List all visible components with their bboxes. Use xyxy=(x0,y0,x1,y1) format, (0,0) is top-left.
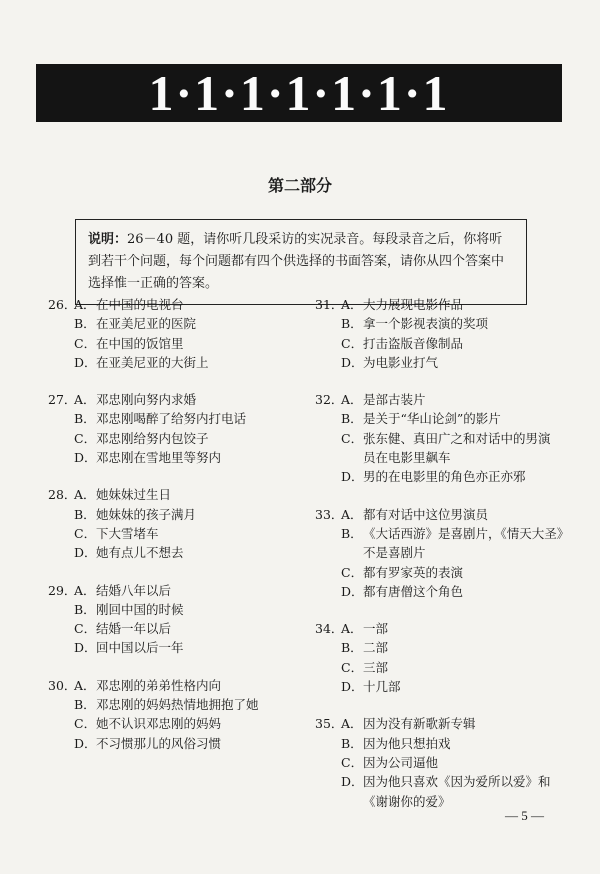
option-text: 因为他只想拍戏 xyxy=(363,735,451,751)
option-text: 二部 xyxy=(363,640,389,656)
option-letter: D． xyxy=(74,735,97,751)
answer-option xyxy=(315,334,570,353)
question-number xyxy=(315,334,341,353)
question-35 xyxy=(315,714,570,810)
question-34 xyxy=(315,619,570,696)
option-letter: C． xyxy=(74,621,97,637)
option-text: 在中国的电视台 xyxy=(96,297,184,312)
option-text: 她妹妹过生日 xyxy=(96,487,172,503)
answer-option xyxy=(48,638,298,657)
option-text-continued: 《谢谢你的爱》 xyxy=(363,793,451,809)
answer-option xyxy=(48,334,298,353)
option-letter: C． xyxy=(341,659,364,675)
question-number: 29． xyxy=(48,582,77,598)
option-letter: A． xyxy=(74,677,96,693)
question-number xyxy=(315,467,341,486)
option-letter: D． xyxy=(74,354,97,370)
answer-option xyxy=(315,714,570,733)
answer-option xyxy=(315,314,570,333)
question-number xyxy=(315,638,341,657)
option-text: 刚回中国的时候 xyxy=(96,601,184,617)
answer-option xyxy=(48,485,298,504)
question-number xyxy=(48,505,74,524)
option-letter: D． xyxy=(341,583,364,599)
option-letter: B． xyxy=(74,411,96,427)
option-letter: D． xyxy=(74,545,97,561)
option-letter: B． xyxy=(341,640,363,656)
question-number: 35． xyxy=(315,716,344,732)
option-letter: A． xyxy=(74,487,96,503)
question-number: 30． xyxy=(48,677,77,693)
answer-option xyxy=(48,390,298,409)
left-question-column xyxy=(48,295,298,771)
option-text: 在亚美尼亚的医院 xyxy=(96,316,197,332)
option-text: 因为他只喜欢《因为爱所以爱》和 xyxy=(363,774,551,790)
option-text: 拿一个影视表演的奖项 xyxy=(363,316,489,332)
answer-option xyxy=(48,676,298,695)
right-question-column xyxy=(315,295,570,829)
question-number: 26． xyxy=(48,297,77,312)
question-number: 31． xyxy=(315,297,344,312)
option-letter: C． xyxy=(341,335,364,351)
option-text: 《大话西游》是喜剧片，《情天大圣》 xyxy=(363,525,570,541)
answer-option xyxy=(48,581,298,600)
option-text: 是部古装片 xyxy=(363,392,426,408)
option-letter: C． xyxy=(74,430,97,446)
question-number xyxy=(48,734,74,753)
instructions-text: 26－40 题，请你听几段采访的实况录音。每段录音之后，你将听到若干个问题，每个问题都有四个供选择的书面答案，请你从四个答案中选择惟一正确的答案。 xyxy=(88,232,505,291)
answer-option xyxy=(48,353,298,372)
question-number xyxy=(315,582,341,601)
section-title: 第二部分 xyxy=(267,176,332,195)
option-letter: A． xyxy=(341,392,363,408)
answer-option xyxy=(315,409,570,428)
option-letter: A． xyxy=(341,506,363,522)
answer-option xyxy=(315,524,570,543)
question-number xyxy=(48,448,74,467)
option-text: 她妹妹的孩子满月 xyxy=(96,506,197,522)
option-letter: D． xyxy=(341,774,364,790)
instructions-box xyxy=(75,219,527,305)
question-33 xyxy=(315,505,570,601)
option-text-continued: 不是喜剧片 xyxy=(363,545,426,561)
question-number xyxy=(48,638,74,657)
question-number xyxy=(315,658,341,677)
question-number xyxy=(315,677,341,696)
question-number xyxy=(48,714,74,733)
answer-option xyxy=(48,619,298,638)
question-number xyxy=(315,314,341,333)
answer-option xyxy=(315,390,570,409)
answer-option xyxy=(315,638,570,657)
option-letter: A． xyxy=(341,716,363,732)
option-text: 结婚八年以后 xyxy=(96,582,172,598)
question-number: 27． xyxy=(48,392,77,408)
option-text: 她有点儿不想去 xyxy=(96,545,184,561)
option-text: 都有唐僧这个角色 xyxy=(363,583,464,599)
answer-option xyxy=(48,734,298,753)
option-text: 男的在电影里的角色亦正亦邪 xyxy=(363,469,526,485)
option-letter: A． xyxy=(341,621,363,637)
question-number xyxy=(315,429,341,448)
option-text: 是关于“华山论剑”的影片 xyxy=(363,411,501,427)
question-number: 32． xyxy=(315,392,344,408)
option-text: 下大雪堵车 xyxy=(96,525,159,541)
option-text: 她不认识邓忠刚的妈妈 xyxy=(96,716,222,732)
option-letter: B． xyxy=(341,316,363,332)
option-letter: C． xyxy=(74,716,97,732)
option-letter: D． xyxy=(341,679,364,695)
page-number: — 5 — xyxy=(505,808,544,823)
answer-option xyxy=(315,353,570,372)
question-number xyxy=(48,334,74,353)
option-text: 邓忠刚在雪地里等努内 xyxy=(96,450,222,466)
answer-option xyxy=(315,582,570,601)
question-number: 28． xyxy=(48,487,77,503)
answer-option xyxy=(315,658,570,677)
option-letter: A． xyxy=(74,297,96,312)
question-number xyxy=(48,619,74,638)
answer-option xyxy=(315,429,570,448)
option-letter: C． xyxy=(341,754,364,770)
option-text: 结婚一年以后 xyxy=(96,621,172,637)
option-letter: C． xyxy=(341,564,364,580)
option-text: 张东健、真田广之和对话中的男演 xyxy=(363,430,551,446)
option-text: 十几部 xyxy=(363,679,401,695)
question-number xyxy=(315,772,341,791)
option-letter: B． xyxy=(74,316,96,332)
question-29 xyxy=(48,581,298,658)
answer-option xyxy=(48,505,298,524)
question-number xyxy=(315,524,341,543)
question-number xyxy=(48,695,74,714)
option-text-continued: 员在电影里飙车 xyxy=(363,450,451,466)
answer-option xyxy=(315,467,570,486)
option-text: 因为公司逼他 xyxy=(363,754,439,770)
answer-option xyxy=(48,524,298,543)
option-text: 在中国的饭馆里 xyxy=(96,335,184,351)
answer-option xyxy=(48,714,298,733)
option-text: 三部 xyxy=(363,659,389,675)
question-number xyxy=(48,543,74,562)
answer-option xyxy=(48,314,298,333)
option-letter: C． xyxy=(341,430,364,446)
banner: 1·1·1·1·1·1·1 xyxy=(36,64,562,122)
answer-option xyxy=(315,563,570,582)
question-number: 33． xyxy=(315,506,344,522)
question-number xyxy=(315,353,341,372)
answer-option xyxy=(315,772,570,791)
answer-option xyxy=(48,448,298,467)
answer-option xyxy=(315,753,570,772)
option-letter: B． xyxy=(341,525,363,541)
question-number xyxy=(315,734,341,753)
option-letter: C． xyxy=(74,525,97,541)
option-letter: A． xyxy=(74,582,96,598)
option-text: 邓忠刚喝醉了给努内打电话 xyxy=(96,411,247,427)
option-text: 邓忠刚给努内包饺子 xyxy=(96,430,209,446)
option-text: 回中国以后一年 xyxy=(96,640,184,656)
option-text: 在亚美尼亚的大街上 xyxy=(96,354,209,370)
option-letter: D． xyxy=(341,469,364,485)
question-number xyxy=(48,429,74,448)
question-number: 34． xyxy=(315,621,344,637)
question-number xyxy=(315,753,341,772)
answer-option xyxy=(48,295,298,314)
option-text: 都有罗家英的表演 xyxy=(363,564,464,580)
option-text: 邓忠刚的弟弟性格内向 xyxy=(96,677,222,693)
option-text: 打击盗版音像制品 xyxy=(363,335,464,351)
option-letter: B． xyxy=(74,697,96,713)
answer-option xyxy=(315,677,570,696)
instructions-label: 说明： xyxy=(88,232,128,247)
answer-option xyxy=(48,600,298,619)
question-27 xyxy=(48,390,298,467)
option-letter: C． xyxy=(74,335,97,351)
option-letter: B． xyxy=(74,601,96,617)
question-number xyxy=(48,353,74,372)
option-text: 邓忠刚的妈妈热情地拥抱了她 xyxy=(96,697,259,713)
question-number xyxy=(315,409,341,428)
option-text: 大力展现电影作品 xyxy=(363,297,464,312)
question-number xyxy=(48,409,74,428)
answer-option xyxy=(48,409,298,428)
option-text: 因为没有新歌新专辑 xyxy=(363,716,476,732)
question-number xyxy=(48,314,74,333)
option-letter: D． xyxy=(74,640,97,656)
answer-option xyxy=(48,543,298,562)
option-text: 邓忠刚向努内求婚 xyxy=(96,392,197,408)
option-letter: B． xyxy=(74,506,96,522)
question-number xyxy=(48,524,74,543)
question-31 xyxy=(315,295,570,372)
answer-option xyxy=(315,295,570,314)
option-letter: D． xyxy=(74,450,97,466)
answer-option xyxy=(315,619,570,638)
question-28 xyxy=(48,485,298,562)
answer-option xyxy=(315,734,570,753)
option-text: 不习惯那儿的风俗习惯 xyxy=(96,735,222,751)
option-text: 都有对话中这位男演员 xyxy=(363,506,489,522)
question-32 xyxy=(315,390,570,486)
question-30 xyxy=(48,676,298,753)
option-text: 一部 xyxy=(363,621,389,637)
option-letter: B． xyxy=(341,411,363,427)
question-26 xyxy=(48,295,298,372)
option-text: 为电影业打气 xyxy=(363,354,439,370)
question-number xyxy=(315,563,341,582)
option-letter: A． xyxy=(74,392,96,408)
option-letter: A． xyxy=(341,297,363,312)
answer-option xyxy=(48,429,298,448)
answer-option xyxy=(48,695,298,714)
question-number xyxy=(48,600,74,619)
answer-option xyxy=(315,505,570,524)
option-letter: B． xyxy=(341,735,363,751)
option-letter: D． xyxy=(341,354,364,370)
